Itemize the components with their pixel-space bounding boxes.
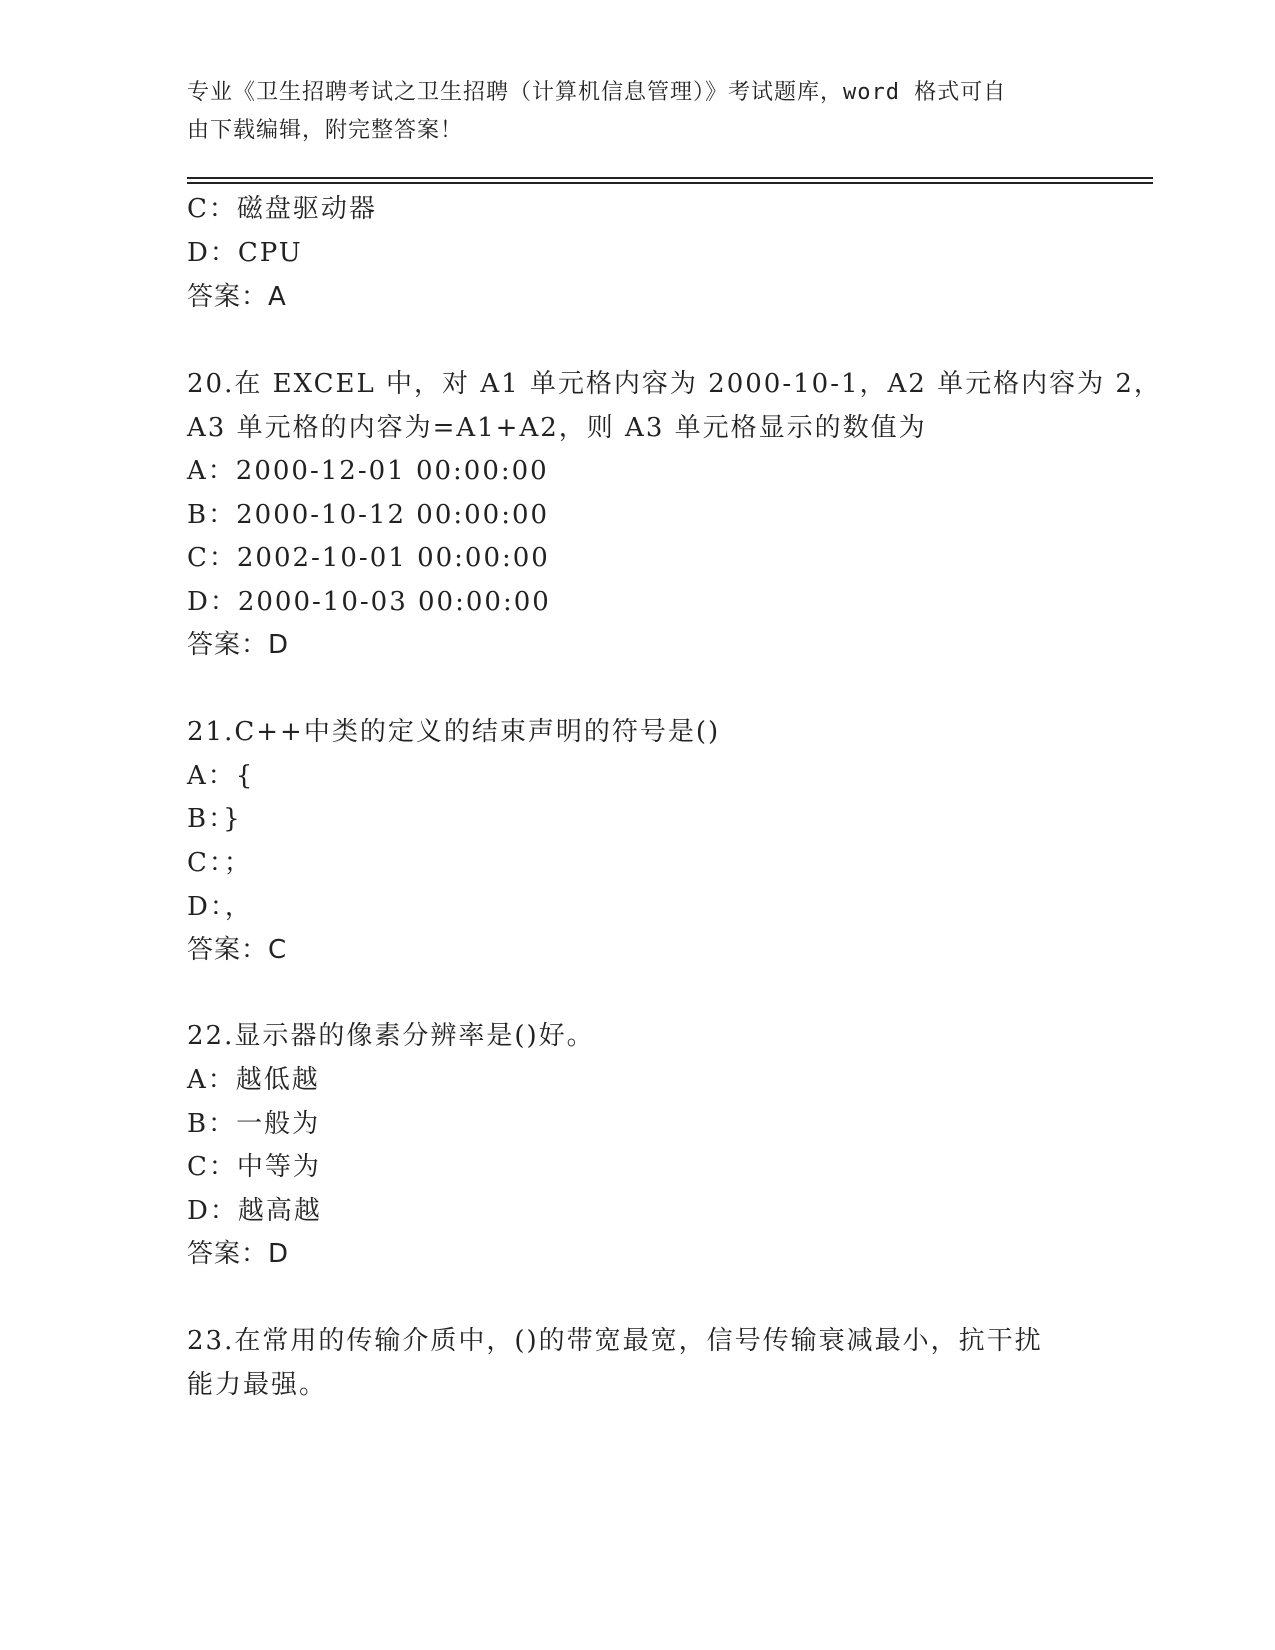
header-line-2: 由下载编辑，附完整答案！ (187, 118, 464, 143)
option-b-q21: B：} (187, 804, 242, 834)
option-d-q20: D：2000-10-03 00:00:00 (187, 587, 551, 617)
option-c-q22: C：中等为 (187, 1152, 321, 1182)
option-d-q22: D：越高越 (187, 1196, 322, 1226)
document-header (187, 74, 1067, 150)
answer-q20: 答案：D (187, 630, 290, 660)
option-c-q19: C：磁盘驱动器 (187, 194, 377, 224)
option-b-q22: B：一般为 (187, 1109, 321, 1139)
question-21: 21.C++中类的定义的结束声明的符号是() (187, 717, 721, 747)
option-c-q21: C：； (187, 848, 252, 878)
header-line-1: 专业《卫生招聘考试之卫生招聘（计算机信息管理）》考试题库，word 格式可自 (187, 80, 1007, 105)
question-22: 22.显示器的像素分辨率是()好。 (187, 1021, 595, 1051)
header-divider-top (187, 177, 1153, 179)
option-b-q20: B：2000-10-12 00:00:00 (187, 500, 550, 530)
option-a-q21: A：{ (187, 761, 255, 791)
question-20-line-1: 20.在 EXCEL 中，对 A1 单元格内容为 2000-10-1，A2 单元格内容为 2， (187, 369, 1162, 399)
question-20-line-2: A3 单元格的内容为=A1+A2，则 A3 单元格显示的数值为 (187, 413, 927, 443)
option-a-q22: A：越低越 (187, 1065, 320, 1095)
question-23-line-1: 23.在常用的传输介质中，()的带宽最宽，信号传输衰减最小，抗干扰 (187, 1326, 1043, 1356)
answer-q19: 答案：A (187, 282, 287, 312)
option-d-q19: D：CPU (187, 238, 303, 268)
option-d-q21: D：， (187, 892, 253, 922)
option-a-q20: A：2000-12-01 00:00:00 (187, 456, 549, 486)
header-divider-bottom (187, 182, 1153, 184)
option-c-q20: C：2002-10-01 00:00:00 (187, 543, 550, 573)
question-23-line-2: 能力最强。 (187, 1370, 328, 1400)
answer-q22: 答案：D (187, 1239, 290, 1269)
answer-q21: 答案：C (187, 935, 288, 965)
